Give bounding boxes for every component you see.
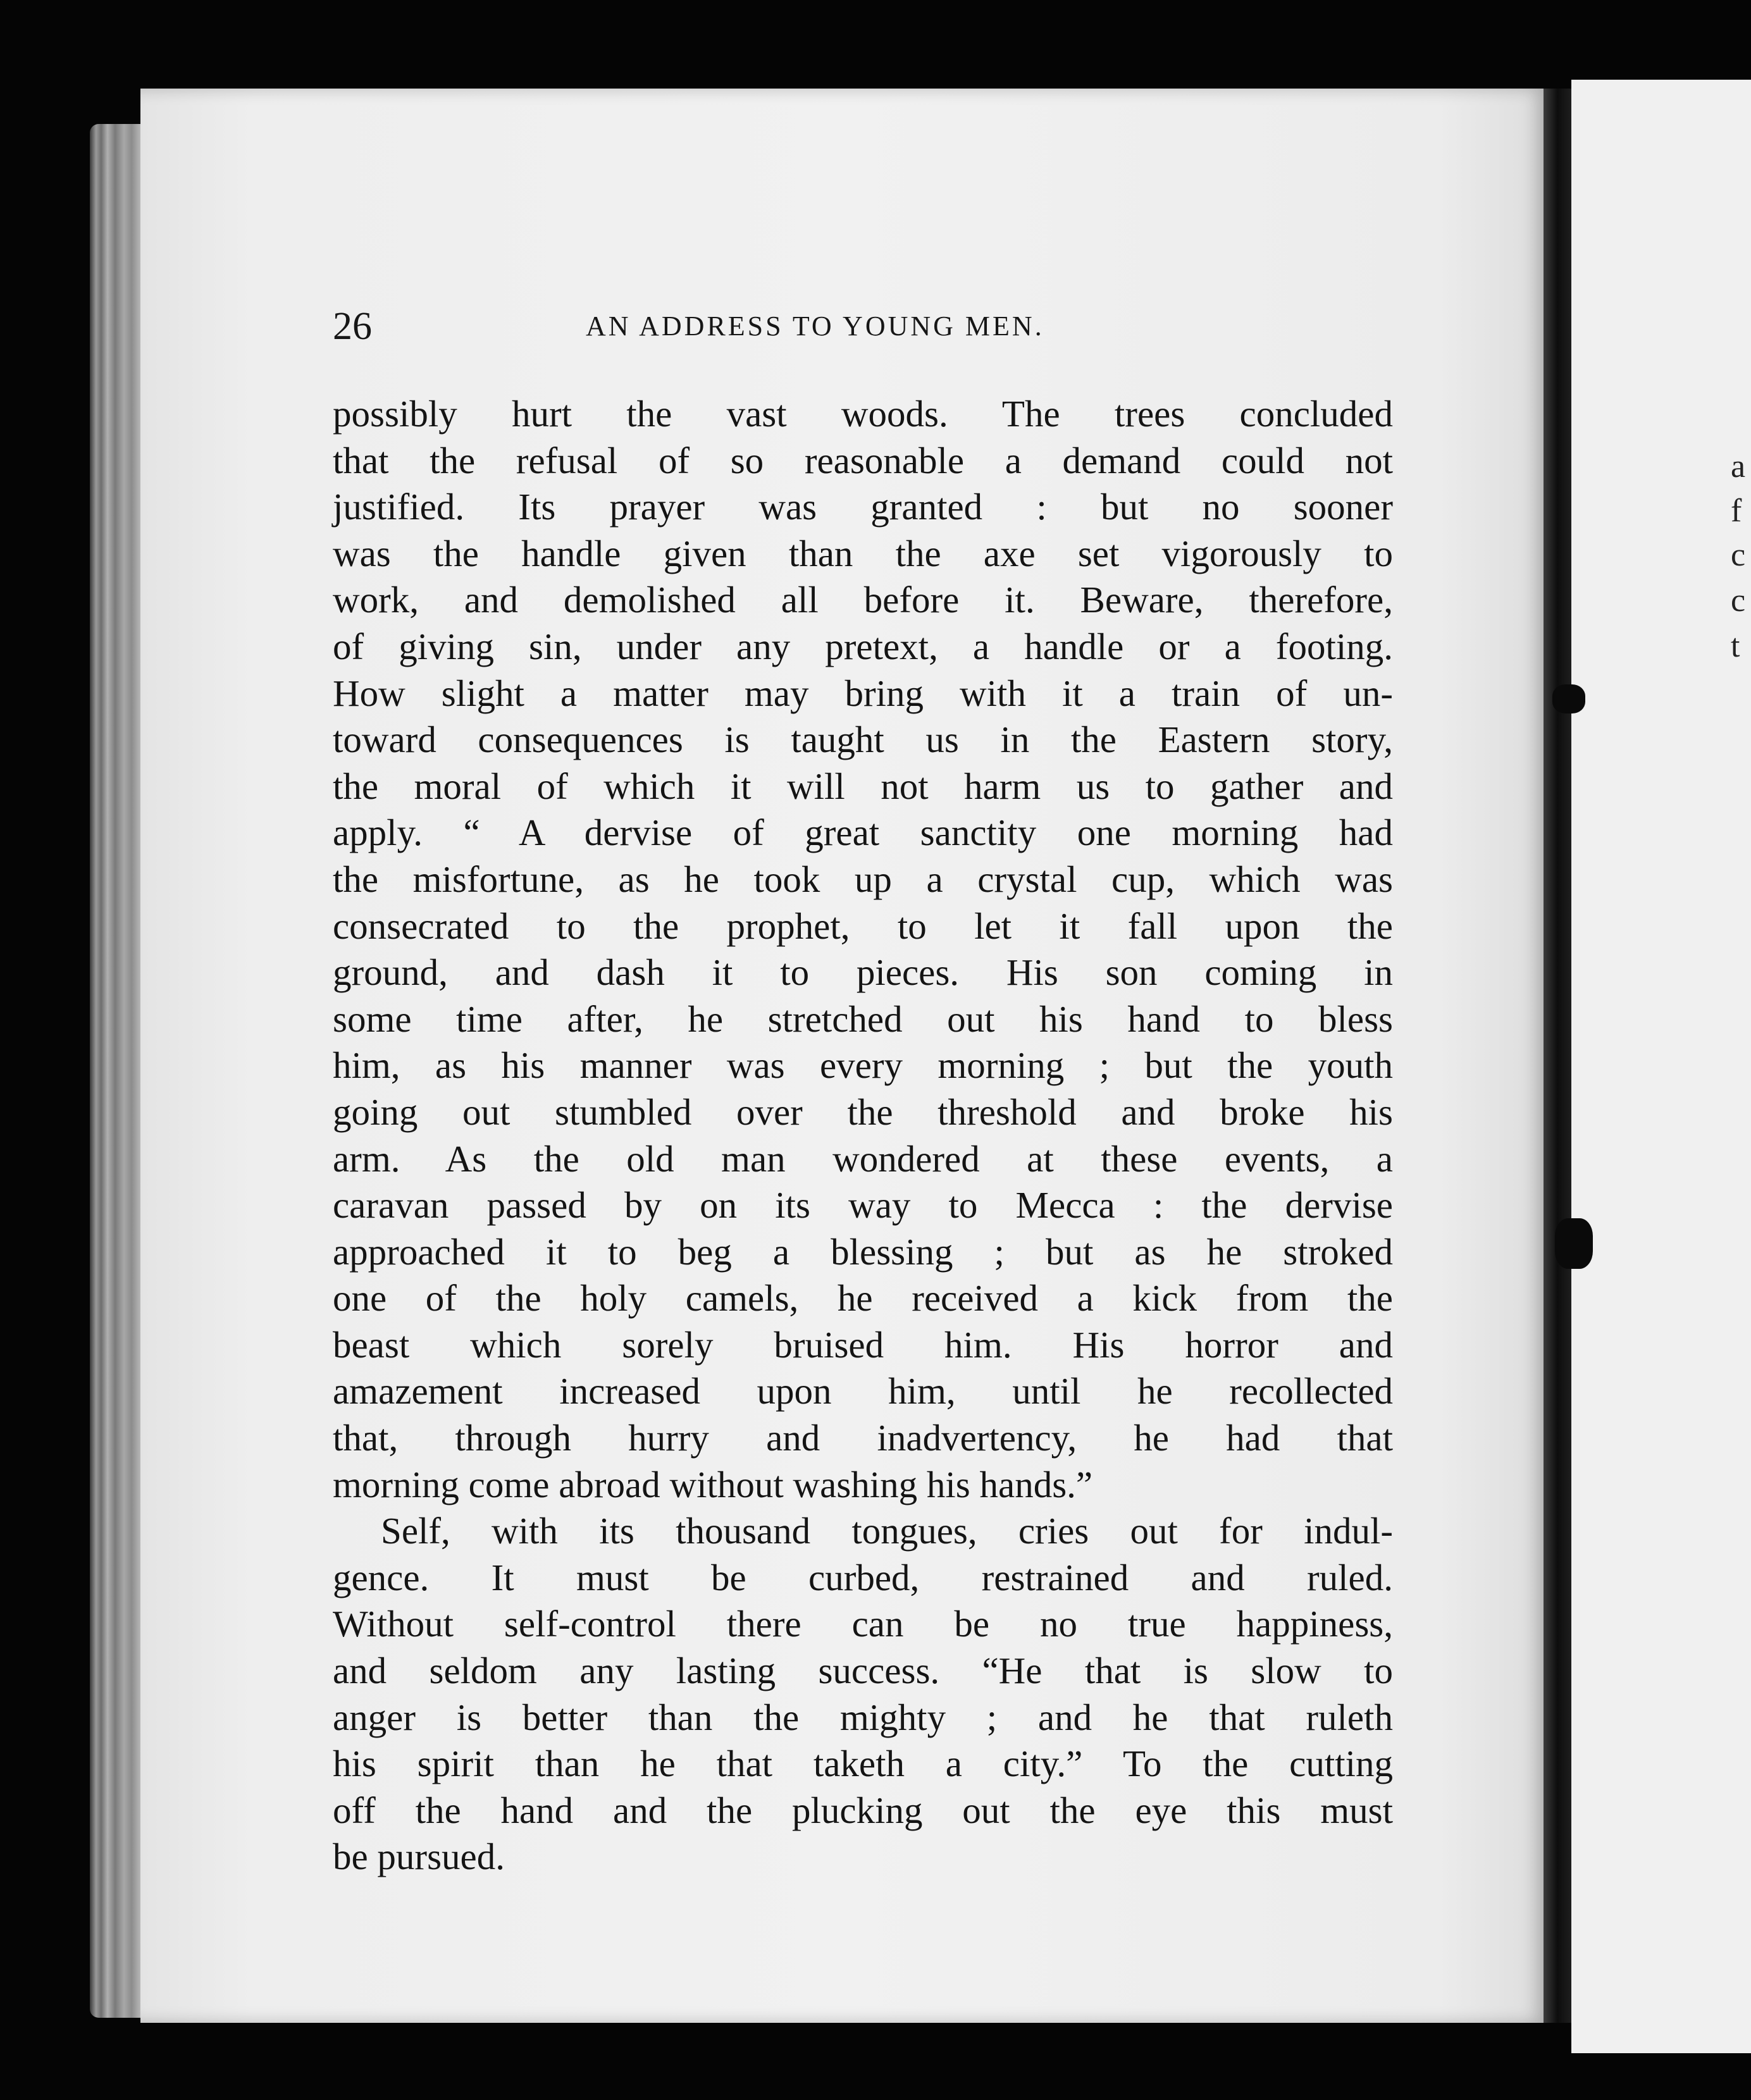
text-line: How slight a matter may bring with it a train of un- [333, 672, 1393, 714]
text-line: him, as his manner was every morning ; but the youth [333, 1044, 1393, 1087]
text-line: and seldom any lasting success. “He that is slow to [333, 1650, 1393, 1692]
text-line: apply. “ A dervise of great sanctity one morning had [333, 812, 1393, 854]
text-line: the misfortune, as he took up a crystal cup, which was [333, 858, 1393, 900]
text-line: work, and demolished all before it. Beware, therefore, [333, 579, 1393, 621]
text-line: approached it to beg a blessing ; but as he stroked [333, 1230, 1393, 1273]
text-line: arm. As the old man wondered at these events, a [333, 1137, 1393, 1180]
right-page [1571, 80, 1751, 2053]
text-line: beast which sorely bruised him. His horror and [333, 1323, 1393, 1366]
text-line: gence. It must be curbed, restrained and ruled. [333, 1556, 1393, 1598]
text-line: toward consequences is taught us in the Eastern story, [333, 719, 1393, 761]
gutter-tear-upper [1552, 684, 1585, 713]
text-line: that the refusal of so reasonable a demand could not [333, 439, 1393, 481]
text-line: of giving sin, under any pretext, a handle or a footing. [333, 625, 1393, 667]
text-line: some time after, he stretched out his hand to bless [333, 998, 1393, 1040]
body-text [333, 391, 1393, 1881]
right-page-fragment: c [1731, 537, 1746, 573]
text-line: caravan passed by on its way to Mecca : the dervise [333, 1184, 1393, 1226]
text-line: the moral of which it will not harm us to gather and [333, 765, 1393, 807]
text-line: Self, with its thousand tongues, cries out for indul- [381, 1510, 1393, 1552]
right-page-fragment: a [1731, 448, 1746, 485]
page-header [333, 304, 1452, 349]
running-head: AN ADDRESS TO YOUNG MEN. [586, 311, 1044, 342]
page-edges [90, 124, 142, 2018]
text-line: Without self-control there can be no true happiness, [333, 1603, 1393, 1645]
text-line: his spirit than he that taketh a city.” To the cutting [333, 1743, 1393, 1785]
text-line: ground, and dash it to pieces. His son coming in [333, 951, 1393, 994]
text-line: off the hand and the plucking out the eye this must [333, 1789, 1393, 1831]
gutter-tear-lower [1555, 1218, 1593, 1269]
text-line: amazement increased upon him, until he recollected [333, 1370, 1393, 1412]
text-line: anger is better than the mighty ; and he that ruleth [333, 1696, 1393, 1738]
text-line: possibly hurt the vast woods. The trees concluded [333, 393, 1393, 435]
text-line: that, through hurry and inadvertency, he had that [333, 1417, 1393, 1459]
book-gutter [1544, 89, 1571, 2023]
text-line: morning come abroad without washing his hands.” [333, 1463, 1093, 1505]
right-page-fragment: c [1731, 583, 1746, 619]
text-line: going out stumbled over the threshold and broke his [333, 1090, 1393, 1133]
text-line: justified. Its prayer was granted : but no sooner [333, 486, 1393, 528]
page-number: 26 [333, 305, 372, 348]
right-page-fragment: t [1731, 628, 1740, 664]
text-line: be pursued. [333, 1836, 505, 1878]
right-page-fragment: f [1731, 493, 1742, 529]
text-line: was the handle given than the axe set vigorously to [333, 532, 1393, 574]
text-line: consecrated to the prophet, to let it fall upon the [333, 905, 1393, 947]
text-line: one of the holy camels, he received a kick from the [333, 1277, 1393, 1319]
